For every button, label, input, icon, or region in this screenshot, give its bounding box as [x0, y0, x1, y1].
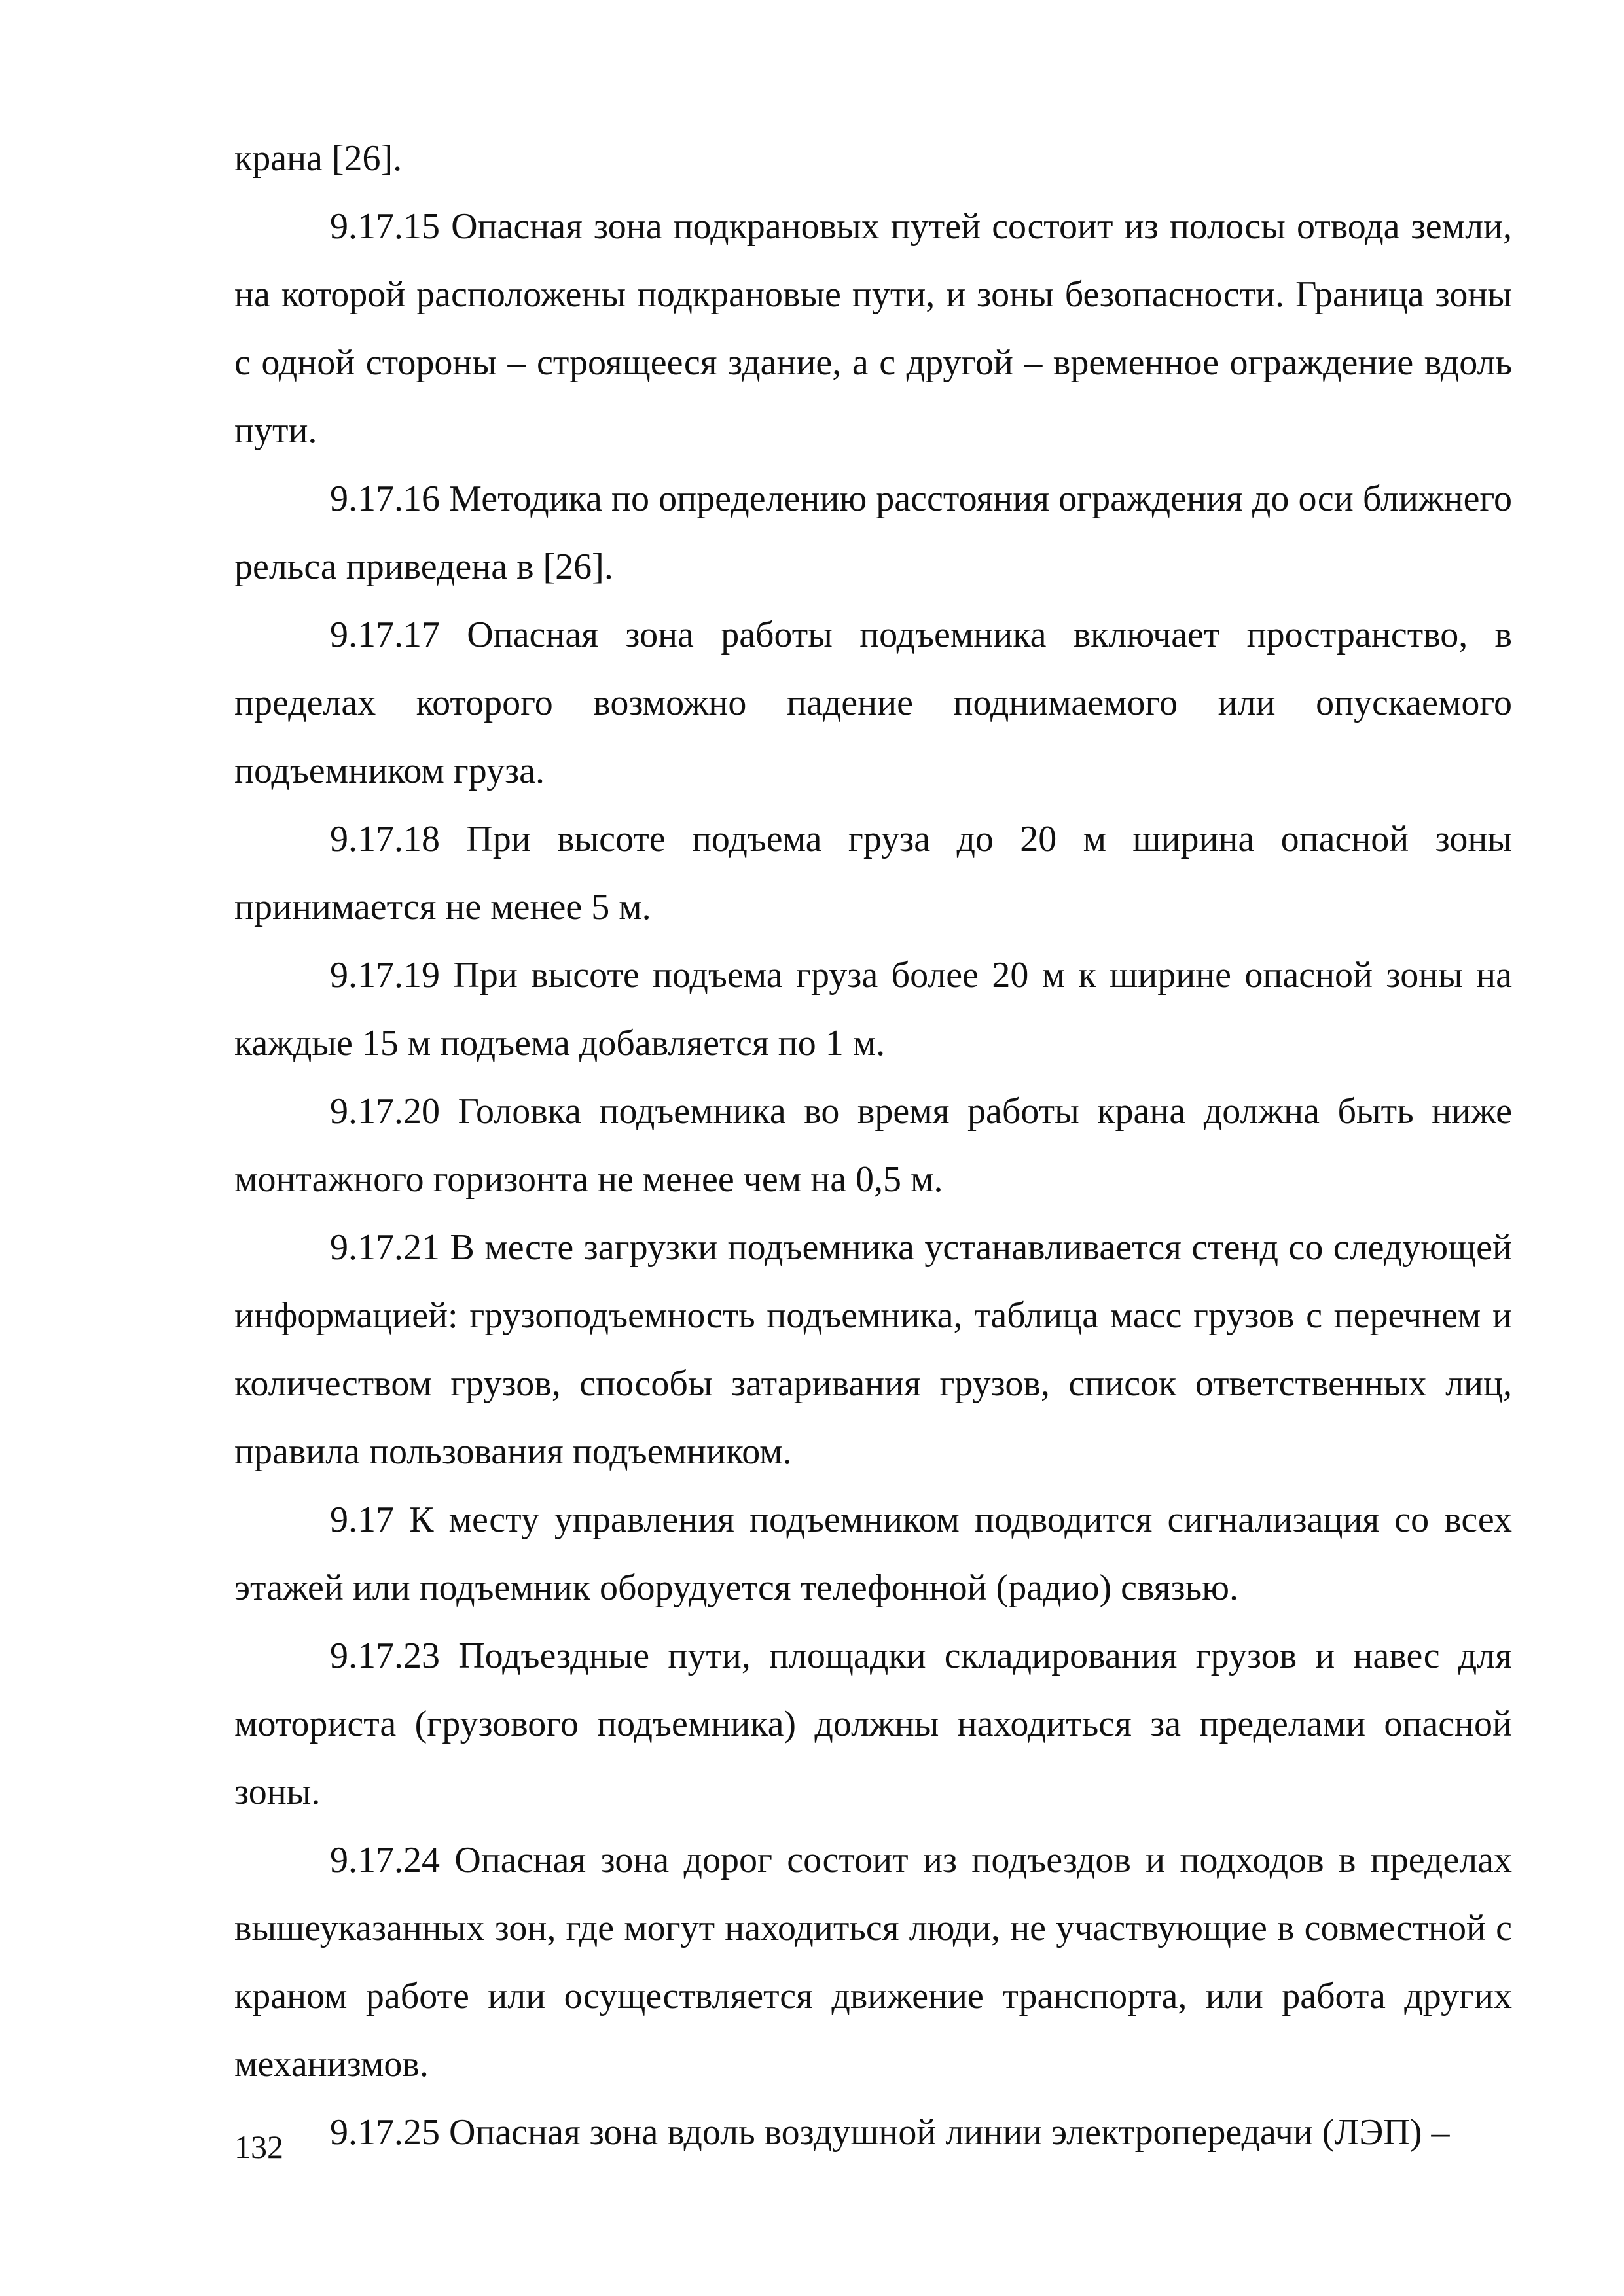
page-number: 132	[234, 2128, 283, 2165]
paragraph-9-17-21: 9.17.21 В месте загрузки подъемника устанавливается стенд со следующей информацией: грузоподъемность подъемника, таблица масс грузов с перечнем и количеством грузов, способы затаривания грузов, список ответственных лиц, правила пользования подъемником.	[234, 1227, 1512, 1472]
paragraph-9-17-22: 9.17 К месту управления подъемником подводится сигнализация со всех этажей или подъемник оборудуется телефонной (радио) связью.	[234, 1499, 1512, 1608]
paragraph-9-17-18: 9.17.18 При высоте подъема груза до 20 м ширина опасной зоны принимается не менее 5 м.	[234, 819, 1512, 927]
paragraph-9-17-16: 9.17.16 Методика по определению расстояния ограждения до оси ближнего рельса приведена в [26].	[234, 478, 1512, 587]
paragraph-9-17-20: 9.17.20 Головка подъемника во время работы крана должна быть ниже монтажного горизонта не менее чем на 0,5 м.	[234, 1091, 1512, 1200]
paragraph-9-17-17: 9.17.17 Опасная зона работы подъемника включает пространство, в пределах которого возможно падение поднимаемого или опускаемого подъемником груза.	[234, 615, 1512, 791]
paragraph-9-17-19: 9.17.19 При высоте подъема груза более 20 м к ширине опасной зоны на каждые 15 м подъема добавляется по 1 м.	[234, 955, 1512, 1064]
paragraph-9-17-24: 9.17.24 Опасная зона дорог состоит из подъездов и подходов в пределах вышеуказанных зон, где могут находиться люди, не участвующие в совместной с краном работе или осуществляется движение транспорта, или работа других механизмов.	[234, 1840, 1512, 2085]
paragraph-9-17-23: 9.17.23 Подъездные пути, площадки складирования грузов и навес для моториста (грузового подъемника) должны находиться за пределами опасной зоны.	[234, 1636, 1512, 1812]
document-body	[234, 124, 1512, 2166]
paragraph-9-17-15: 9.17.15 Опасная зона подкрановых путей состоит из полосы отвода земли, на которой расположены подкрановые пути, и зоны безопасности. Граница зоны с одной стороны – строящееся здание, а с другой – временное ограждение вдоль пути.	[234, 206, 1512, 451]
paragraph-continuation: крана [26].	[234, 138, 403, 179]
paragraph-9-17-25: 9.17.25 Опасная зона вдоль воздушной линии электропередачи (ЛЭП) –	[330, 2112, 1450, 2153]
